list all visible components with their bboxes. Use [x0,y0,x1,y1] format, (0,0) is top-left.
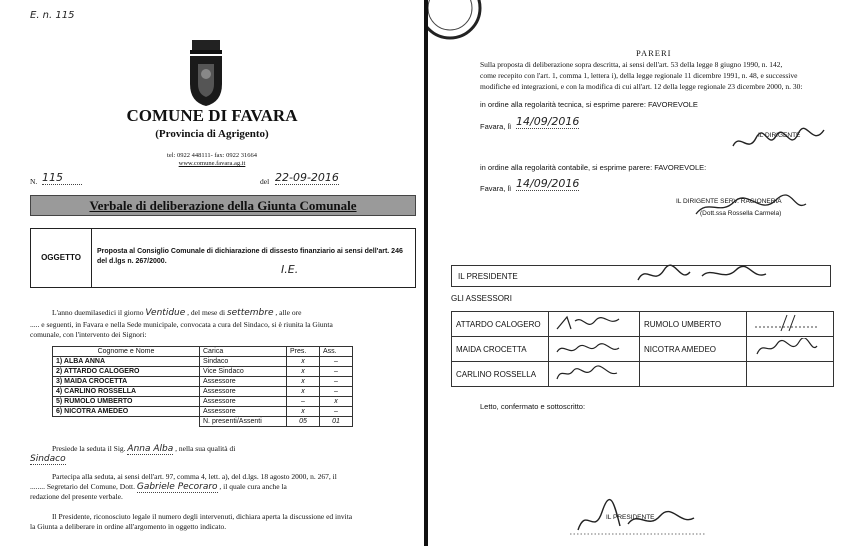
intro-day: Ventidue [145,308,186,318]
member-absent: – [320,367,353,377]
member-present: – [287,397,320,407]
member-absent: – [320,377,353,387]
contact-website: www.comune.favara.ag.it [178,160,246,167]
assessore-signature [549,337,640,362]
member-name: 1) ALBA ANNA [53,357,200,367]
member-present: x [287,407,320,417]
presidente-label: IL PRESIDENTE [458,272,518,281]
presidente-signature [632,262,772,288]
presiede-role: Sindaco [30,454,66,464]
corner-note: E. n. 115 [30,10,75,21]
assessore-signature [747,312,834,337]
totals-row [53,417,353,427]
member-role: Vice Sindaco [200,367,287,377]
pareri-intro-2: come recepito con l'art. 1, comma 1, lettera i), della legge regionale 11 dicembre 1991, n. 48, e successive [480,71,798,80]
table-row [53,397,353,407]
closing-line-2: la Giunta a deliberare in ordine all'argomento in oggetto indicato. [30,522,227,531]
place-label-2: Favara, lì [480,184,512,193]
document-banner: Verbale di deliberazione della Giunta Comunale [30,195,416,216]
dirigente-rag-label: IL DIRIGENTE SERV. RAGIONERIA [676,198,782,205]
intro-line-2: ..... e seguenti, in Favara e nella Sede municipale, convocata a cura del Sindaco, si è riunita la Giunta [30,320,333,329]
partecipa-line-1: Partecipa alla seduta, ai sensi dell'art. 97, comma 4, lett. a), del d.lgs. 18 agosto 2000, n. 267, il [52,472,337,481]
members-header-row [53,347,353,357]
partecipa-line-2 [30,482,287,492]
member-role: Assessore [200,397,287,407]
secretary-name: Gabriele Pecoraro [136,482,218,492]
assessore-name: MAIDA CROCETTA [452,337,549,362]
table-row [53,367,353,377]
member-absent: x [320,397,353,407]
member-present: x [287,377,320,387]
totals-present: 05 [287,417,320,427]
assessore-signature-empty [747,362,834,387]
assessore-signature [549,312,640,337]
member-present: x [287,367,320,377]
stamp-icon [428,0,488,42]
intro-line-1 [52,308,301,318]
assessore-name: RUMOLO UMBERTO [640,312,747,337]
subject-label: OGGETTO [31,229,92,287]
dirigente-signature [728,124,828,156]
contabile-opinion: in ordine alla regolarità contabile, si esprime parere: FAVOREVOLE: [480,163,707,172]
pareri-intro-3: modifiche ed integrazioni, e con la modifica di cui all'art. 12 della legge regionale 23 dicembre 2000, n. 30: [480,82,803,91]
table-row [53,377,353,387]
member-role: Assessore [200,407,287,417]
intro-line-3: comunale, con l'intervento dei Signori: [30,330,147,339]
partecipa-text-b: , il quale cura anche la [219,482,287,491]
table-row [53,357,353,367]
pareri-heading: PARERI [636,48,672,58]
member-name: 3) MAIDA CROCETTA [53,377,200,387]
table-row [53,387,353,397]
number-label: N. [30,177,38,186]
assessore-name: ATTARDO CALOGERO [452,312,549,337]
member-absent: – [320,407,353,417]
member-name: 6) NICOTRA AMEDEO [53,407,200,417]
intro-text-c: , alle ore [275,308,302,317]
tecnica-opinion: in ordine alla regolarità tecnica, si esprime parere: FAVOREVOLE [480,100,698,109]
place-label-1: Favara, lì [480,122,512,131]
coat-of-arms-icon [186,40,226,106]
presiede-text-b: , nella sua qualità di [175,444,236,453]
letto-text: Letto, confermato e sottoscritto: [480,402,586,411]
date-1: 14/09/2016 [516,115,580,128]
member-role: Assessore [200,387,287,397]
date-value: 22-09-2016 [275,171,339,184]
member-present: x [287,357,320,367]
header-name: Cognome e Nome [53,347,200,357]
municipality-title: COMUNE DI FAVARA [126,106,298,125]
table-row [452,362,834,387]
number-value: 115 [42,171,82,185]
subject-initials: I.E. [281,263,299,276]
contact-phone: tel: 0922 448111- fax: 0922 31664 [167,152,257,159]
pareri-intro-1: Sulla proposta di deliberazione sopra descritta, ai sensi dell'art. 53 della legge 8 giugno 1990, n. 142, [480,60,783,69]
closing-line-1: Il Presidente, riconosciuto legale il numero degli intervenuti, dichiara aperta la discussione ed invita [52,512,353,521]
member-absent: – [320,357,353,367]
presiede-line [52,444,235,454]
assessori-label: GLI ASSESSORI [451,294,512,303]
intro-month: settembre [226,308,274,318]
final-presidente-label: IL PRESIDENTE [606,514,655,521]
table-row [452,312,834,337]
dirigente-rag-name: (Dott.ssa Rossella Carmela) [700,210,782,217]
header-present: Pres. [287,347,320,357]
totals-absent: 01 [320,417,353,427]
assessore-signature [747,337,834,362]
ragioneria-signature [690,194,810,220]
final-presidente-signature [568,496,708,542]
subject-text: Proposta al Consiglio Comunale di dichiarazione di dissesto finanziario ai sensi dell'art. 246 del d.lgs n. 267/2000. [97,248,403,265]
member-role: Assessore [200,377,287,387]
header-role: Carica [200,347,287,357]
assessore-name [640,362,747,387]
assessore-name: CARLINO ROSSELLA [452,362,549,387]
member-role: Sindaco [200,357,287,367]
province-subtitle: (Provincia di Agrigento) [155,128,269,140]
table-row [452,337,834,362]
presiede-name: Anna Alba [127,444,174,454]
intro-text-a: L'anno duemilasedici il giorno [52,308,144,317]
table-row [53,407,353,417]
header-absent: Ass. [320,347,353,357]
member-name: 5) RUMOLO UMBERTO [53,397,200,407]
assessore-name: NICOTRA AMEDEO [640,337,747,362]
member-name: 4) CARLINO ROSSELLA [53,387,200,397]
assessori-table [451,311,834,387]
date-2: 14/09/2016 [516,177,580,190]
intro-text-b: , del mese di [187,308,226,317]
member-present: x [287,387,320,397]
dirigente-label: IL DIRIGENTE [758,132,801,139]
date-label: del [260,177,270,186]
members-table [52,346,353,427]
partecipa-text-a: ........ Segretario del Comune, Dott. [30,482,135,491]
presidente-box [451,265,831,287]
presiede-text-a: Presiede la seduta il Sig. [52,444,126,453]
right-page [428,0,847,546]
totals-label: N. presenti/Assenti [200,417,287,427]
subject-box [30,228,416,288]
assessore-signature [549,362,640,387]
member-name: 2) ATTARDO CALOGERO [53,367,200,377]
member-absent: – [320,387,353,397]
partecipa-line-3: redazione del presente verbale. [30,492,123,501]
